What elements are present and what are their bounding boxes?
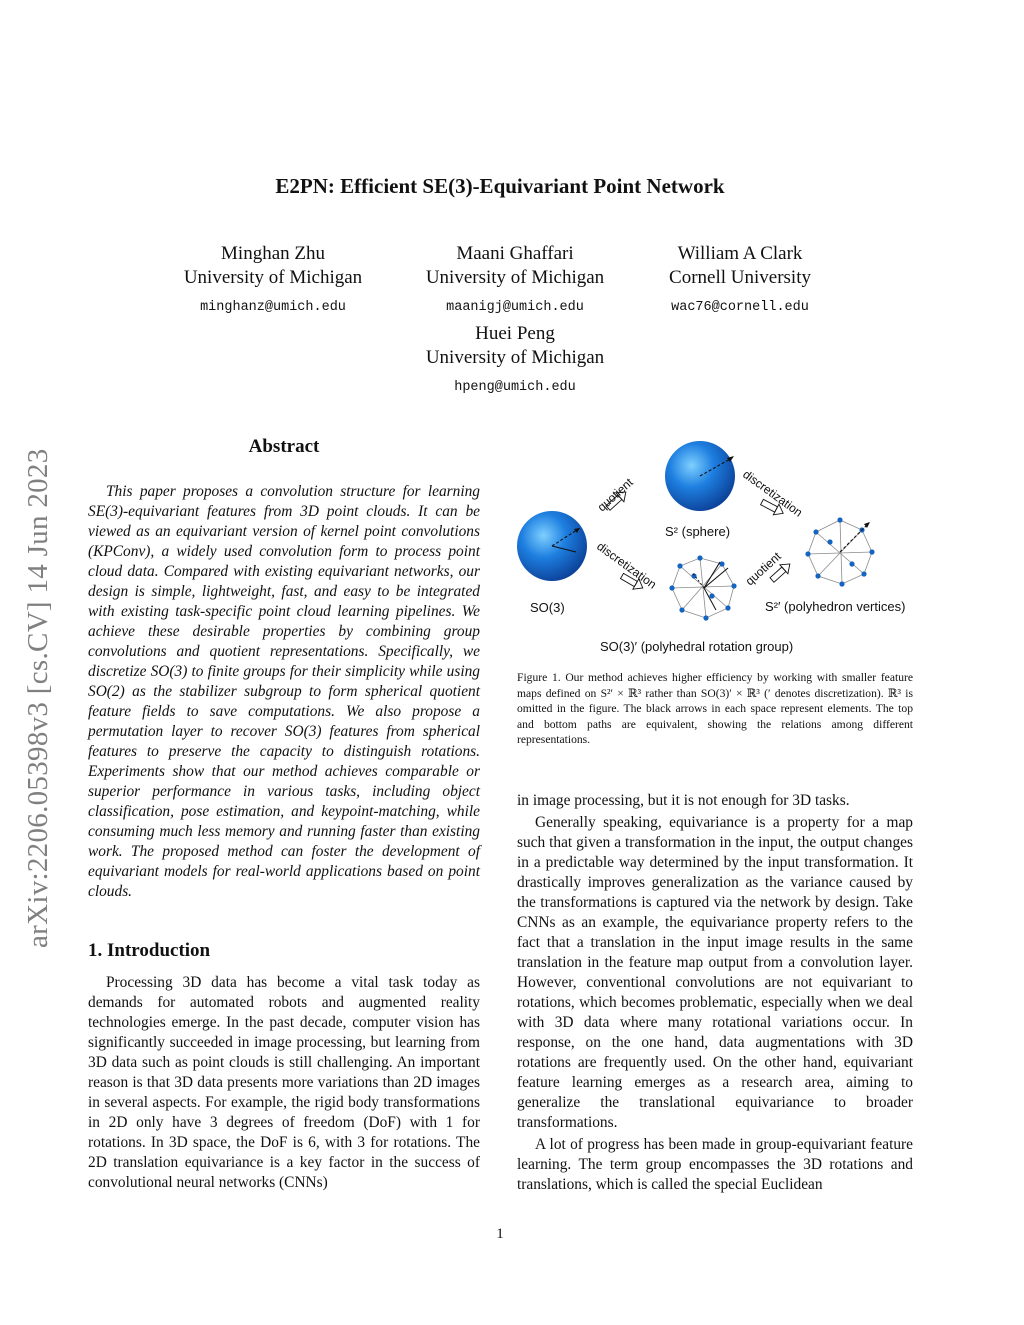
author-email: minghanz@umich.edu: [200, 300, 346, 315]
quotient-label-bottom: quotient: [742, 549, 784, 589]
author-affiliation: University of Michigan: [425, 347, 605, 368]
s2-sphere-icon: [665, 441, 735, 511]
so3-label: SO(3): [530, 600, 565, 615]
page-number: 1: [496, 1226, 504, 1242]
sphere-label: S² (sphere): [665, 524, 731, 539]
author-email: maanigj@umich.edu: [446, 300, 584, 315]
author-affiliation: University of Michigan: [425, 267, 605, 288]
author-name: Minghan Zhu: [221, 243, 325, 264]
author-block: [640, 242, 840, 320]
arxiv-identifier: arXiv:2206.05398v3 [cs.CV] 14 Jun 2023: [22, 448, 54, 948]
paragraph-equivariance: Generally speaking, equivariance is a property for a map such that given a transformation in the input, the output changes in a predictable way determined by the input transformation. It drastically improves generalization as the variance caused by the transformations is captured via the network by design. Take CNNs as an example, the equivariance property refers to the fact that a translation in the input image results in the same translation in the feature map output from a convolution layer. However, conventional convolutions are not equivariant to rotations, which becomes problematic, especially when we deal with 3D data where many rotational variations occur. In response, on the one hand, data augmentations with 3D rotations are frequently used. On the other hand, equivariant feature learning emerges as a research area, aiming to generalize the translational equivariance to broader transformations.: [517, 814, 913, 1131]
author-affiliation: Cornell University: [669, 267, 811, 288]
paper-title: E2PN: Efficient SE(3)-Equivariant Point Network: [275, 174, 725, 198]
abstract-heading: Abstract: [248, 436, 320, 457]
paragraph-continuation: in image processing, but it is not enough for 3D tasks.: [517, 792, 850, 809]
figure-1: [510, 440, 920, 660]
author-name: William A Clark: [677, 243, 803, 264]
author-email: hpeng@umich.edu: [454, 380, 576, 395]
author-affiliation: University of Michigan: [183, 267, 363, 288]
intro-paragraph: Processing 3D data has become a vital task today as demands for automated robots and augmented reality technologies emerge. In the past decade, computer vision has significantly succeeded in image processing, but learning from 3D data such as point clouds is still challenging. An important reason is that 3D data presents more variations than 2D images in several aspects. For example, the rigid body transformations in 2D only have 3 degrees of freedom (DoF) with 1 for rotations. In 3D space, the DoF is 6, with 3 for rotations. The 2D translation equivariance is a key factor in the success of convolutional neural networks (CNNs): [88, 974, 480, 1191]
abstract-text: This paper proposes a convolution structure for learning SE(3)-equivariant features from 3D point clouds. It can be viewed as an equivariant version of kernel point convolutions (KPConv), a widely used convolution form to process point cloud data. Compared with existing equivariant networks, our design is simple, lightweight, fast, and easy to be integrated with existing task-specific point cloud learning pipelines. We achieve these desirable properties by combining group convolutions and quotient representations. Specifically, we discretize SO(3) to finite groups for their simplicity while using SO(2) as the stabilizer subgroup to form spherical quotient feature fields to save computations. We also propose a permutation layer to recover SO(3) features from spherical features to preserve the capacity to distinguish rotations. Experiments show that our method achieves comparable or superior performance in various tasks, including object classification, pose estimation, and keypoint-matching, while consuming much less memory and running faster than existing work. The proposed method can foster the development of equivariant models for real-world applications based on point clouds.: [88, 483, 480, 900]
figure-caption: Figure 1. Our method achieves higher efficiency by working with smaller feature maps defined on S²′ × ℝ³ rather than SO(3)′ × ℝ³ (′ denotes discretization). ℝ³ is omitted in the figure. The black arrows in each space represent elements. The top and bottom paths are equivalent, showing the relations among different representations.: [517, 671, 913, 746]
author-block: [173, 242, 373, 320]
polyhedron-vertices-label: S²′ (polyhedron vertices): [765, 599, 906, 614]
discretization-label-top: discretization: [740, 467, 806, 520]
paragraph-group-equivariant: A lot of progress has been made in group-equivariant feature learning. The term group encompasses the 3D rotations and translations, which is called the special Euclidean: [517, 1136, 913, 1193]
polyhedral-group-icon: [669, 555, 736, 620]
author-name: Huei Peng: [475, 323, 555, 344]
so3-sphere-icon: [517, 511, 587, 581]
author-block: [395, 322, 635, 400]
section-heading-introduction: 1. Introduction: [88, 940, 211, 961]
polyhedron-vertices-icon: [805, 517, 874, 586]
discretization-label-bottom: discretization: [594, 539, 660, 592]
author-block: [415, 242, 615, 320]
polyhedral-group-label: SO(3)′ (polyhedral rotation group): [600, 639, 794, 654]
author-email: wac76@cornell.edu: [671, 300, 809, 315]
author-name: Maani Ghaffari: [456, 243, 574, 264]
quotient-label-top: quotient: [594, 475, 636, 515]
